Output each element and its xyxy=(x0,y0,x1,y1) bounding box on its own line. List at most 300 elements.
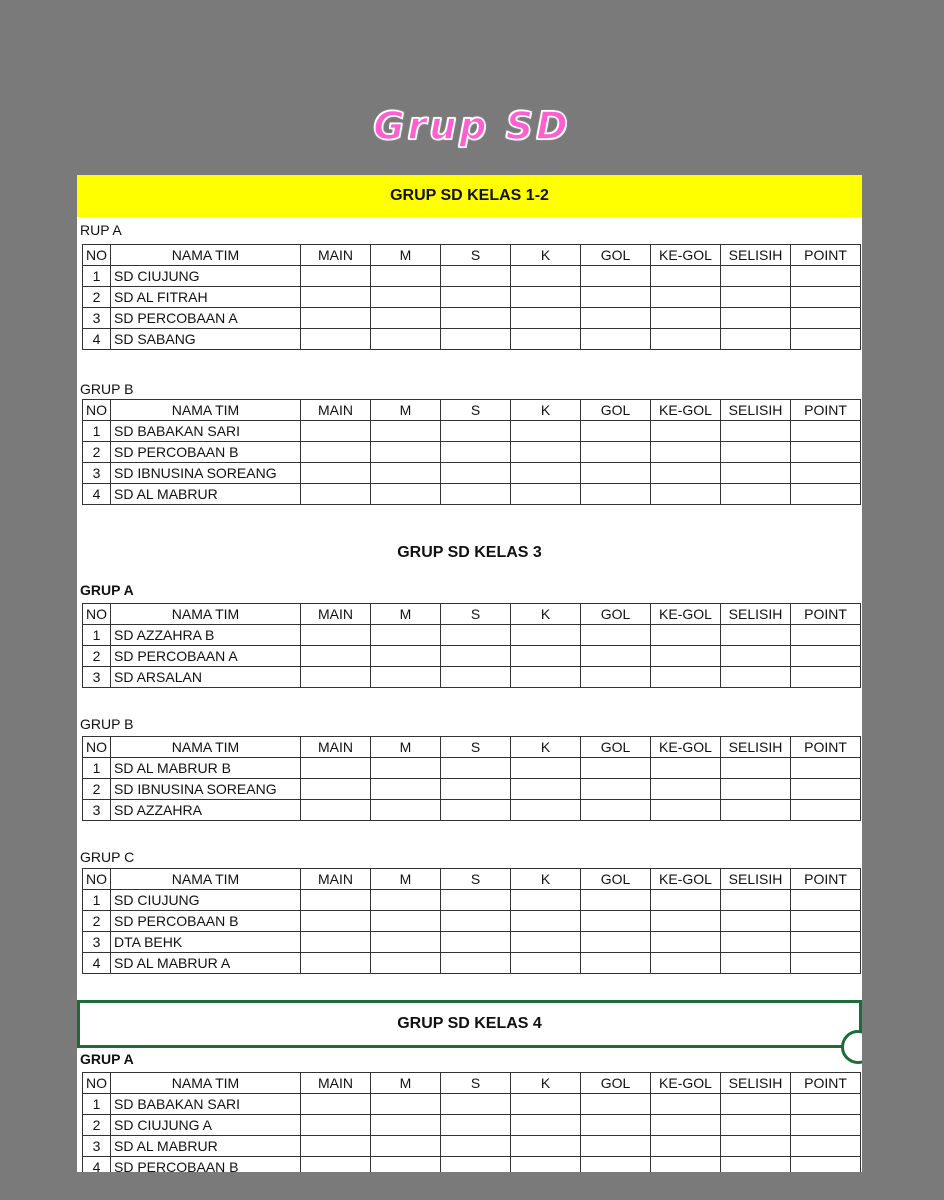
stat-cell[interactable] xyxy=(371,421,441,442)
stat-cell[interactable] xyxy=(791,308,861,329)
column-header[interactable]: K xyxy=(511,400,581,421)
stat-cell[interactable] xyxy=(441,932,511,953)
stat-cell[interactable] xyxy=(511,329,581,350)
column-header[interactable]: KE-GOL xyxy=(651,869,721,890)
team-name-cell[interactable]: SD PERCOBAAN B xyxy=(111,442,301,463)
column-header[interactable]: SELISIH xyxy=(721,400,791,421)
stat-cell[interactable] xyxy=(441,646,511,667)
team-number-cell[interactable]: 2 xyxy=(83,779,111,800)
team-number-cell[interactable]: 3 xyxy=(83,800,111,821)
stat-cell[interactable] xyxy=(651,625,721,646)
stat-cell[interactable] xyxy=(301,890,371,911)
stat-cell[interactable] xyxy=(791,646,861,667)
stat-cell[interactable] xyxy=(791,421,861,442)
stat-cell[interactable] xyxy=(721,484,791,505)
stat-cell[interactable] xyxy=(721,308,791,329)
stat-cell[interactable] xyxy=(511,911,581,932)
stat-cell[interactable] xyxy=(651,667,721,688)
team-name-cell[interactable]: SD BABAKAN SARI xyxy=(111,421,301,442)
stat-cell[interactable] xyxy=(651,484,721,505)
team-name-cell[interactable]: SD AL MABRUR xyxy=(111,1136,301,1157)
stat-cell[interactable] xyxy=(301,1094,371,1115)
column-header[interactable]: GOL xyxy=(581,737,651,758)
stat-cell[interactable] xyxy=(441,1115,511,1136)
team-name-cell[interactable]: SD IBNUSINA SOREANG xyxy=(111,463,301,484)
stat-cell[interactable] xyxy=(721,1136,791,1157)
stat-cell[interactable] xyxy=(651,1094,721,1115)
stat-cell[interactable] xyxy=(511,463,581,484)
stat-cell[interactable] xyxy=(371,308,441,329)
column-header[interactable]: M xyxy=(371,737,441,758)
stat-cell[interactable] xyxy=(581,911,651,932)
stat-cell[interactable] xyxy=(791,1115,861,1136)
stat-cell[interactable] xyxy=(791,953,861,974)
column-header[interactable]: M xyxy=(371,400,441,421)
stat-cell[interactable] xyxy=(721,463,791,484)
stat-cell[interactable] xyxy=(511,266,581,287)
stat-cell[interactable] xyxy=(651,287,721,308)
stat-cell[interactable] xyxy=(511,1115,581,1136)
column-header[interactable]: MAIN xyxy=(301,245,371,266)
table-row xyxy=(83,667,861,688)
stat-cell[interactable] xyxy=(371,287,441,308)
stat-cell[interactable] xyxy=(301,266,371,287)
column-header[interactable]: S xyxy=(441,245,511,266)
stat-cell[interactable] xyxy=(371,266,441,287)
fill-handle[interactable] xyxy=(841,1030,862,1064)
stat-cell[interactable] xyxy=(791,779,861,800)
stat-cell[interactable] xyxy=(651,1157,721,1173)
stat-cell[interactable] xyxy=(651,329,721,350)
team-name-cell[interactable]: SD ARSALAN xyxy=(111,667,301,688)
stat-cell[interactable] xyxy=(511,442,581,463)
table-row xyxy=(83,646,861,667)
team-name-cell[interactable]: SD PERCOBAAN A xyxy=(111,646,301,667)
stat-cell[interactable] xyxy=(301,287,371,308)
team-number-cell[interactable]: 3 xyxy=(83,463,111,484)
stat-cell[interactable] xyxy=(511,667,581,688)
stat-cell[interactable] xyxy=(581,625,651,646)
column-header[interactable]: KE-GOL xyxy=(651,604,721,625)
stat-cell[interactable] xyxy=(721,1115,791,1136)
stat-cell[interactable] xyxy=(721,953,791,974)
team-name-cell[interactable]: SD AL MABRUR xyxy=(111,484,301,505)
stat-cell[interactable] xyxy=(301,463,371,484)
stat-cell[interactable] xyxy=(511,421,581,442)
stat-cell[interactable] xyxy=(581,1115,651,1136)
column-header[interactable]: NO xyxy=(83,245,111,266)
stat-cell[interactable] xyxy=(721,646,791,667)
stat-cell[interactable] xyxy=(581,646,651,667)
team-number-cell[interactable]: 1 xyxy=(83,625,111,646)
stat-cell[interactable] xyxy=(371,625,441,646)
team-number-cell[interactable]: 4 xyxy=(83,329,111,350)
section-heading-kelas-1-2[interactable]: GRUP SD KELAS 1-2 xyxy=(77,175,862,217)
standings-table[interactable] xyxy=(82,603,861,688)
team-name-cell[interactable]: SD CIUJUNG A xyxy=(111,1115,301,1136)
column-header[interactable]: KE-GOL xyxy=(651,400,721,421)
stat-cell[interactable] xyxy=(791,758,861,779)
stat-cell[interactable] xyxy=(511,287,581,308)
team-name-cell[interactable]: SD CIUJUNG xyxy=(111,266,301,287)
team-number-cell[interactable]: 1 xyxy=(83,890,111,911)
stat-cell[interactable] xyxy=(511,890,581,911)
stat-cell[interactable] xyxy=(511,1136,581,1157)
team-name-cell[interactable]: SD SABANG xyxy=(111,329,301,350)
stat-cell[interactable] xyxy=(511,308,581,329)
stat-cell[interactable] xyxy=(301,329,371,350)
standings-table[interactable] xyxy=(82,736,861,821)
stat-cell[interactable] xyxy=(651,932,721,953)
column-header[interactable]: SELISIH xyxy=(721,245,791,266)
stat-cell[interactable] xyxy=(581,779,651,800)
stat-cell[interactable] xyxy=(511,625,581,646)
section-heading-kelas-3[interactable]: GRUP SD KELAS 3 xyxy=(397,544,542,561)
standings-table[interactable] xyxy=(82,868,861,974)
stat-cell[interactable] xyxy=(651,1115,721,1136)
stat-cell[interactable] xyxy=(651,421,721,442)
stat-cell[interactable] xyxy=(581,1157,651,1173)
stat-cell[interactable] xyxy=(791,287,861,308)
team-number-cell[interactable]: 2 xyxy=(83,646,111,667)
stat-cell[interactable] xyxy=(301,442,371,463)
column-header[interactable]: NAMA TIM xyxy=(111,869,301,890)
stat-cell[interactable] xyxy=(301,800,371,821)
stat-cell[interactable] xyxy=(371,1094,441,1115)
team-number-cell[interactable]: 1 xyxy=(83,1094,111,1115)
stat-cell[interactable] xyxy=(371,329,441,350)
table-row xyxy=(83,953,861,974)
column-header[interactable]: NO xyxy=(83,869,111,890)
team-name-cell[interactable]: SD PERCOBAAN A xyxy=(111,308,301,329)
stat-cell[interactable] xyxy=(581,266,651,287)
team-number-cell[interactable]: 4 xyxy=(83,484,111,505)
stat-cell[interactable] xyxy=(791,625,861,646)
stat-cell[interactable] xyxy=(511,484,581,505)
column-header[interactable]: GOL xyxy=(581,245,651,266)
stat-cell[interactable] xyxy=(371,667,441,688)
table-row xyxy=(83,463,861,484)
stat-cell[interactable] xyxy=(301,1136,371,1157)
stat-cell[interactable] xyxy=(511,800,581,821)
stat-cell[interactable] xyxy=(441,890,511,911)
team-number-cell[interactable]: 1 xyxy=(83,266,111,287)
stat-cell[interactable] xyxy=(441,953,511,974)
stat-cell[interactable] xyxy=(651,1136,721,1157)
stat-cell[interactable] xyxy=(791,266,861,287)
column-header[interactable]: NO xyxy=(83,1073,111,1094)
stat-cell[interactable] xyxy=(441,484,511,505)
column-header[interactable]: POINT xyxy=(791,869,861,890)
team-name-cell[interactable]: SD CIUJUNG xyxy=(111,890,301,911)
team-name-cell[interactable]: SD PERCOBAAN B xyxy=(111,911,301,932)
stat-cell[interactable] xyxy=(371,932,441,953)
team-number-cell[interactable]: 1 xyxy=(83,421,111,442)
stat-cell[interactable] xyxy=(581,953,651,974)
stat-cell[interactable] xyxy=(581,421,651,442)
stat-cell[interactable] xyxy=(721,329,791,350)
team-number-cell[interactable]: 3 xyxy=(83,667,111,688)
column-header[interactable]: MAIN xyxy=(301,737,371,758)
stat-cell[interactable] xyxy=(651,911,721,932)
stat-cell[interactable] xyxy=(651,442,721,463)
stat-cell[interactable] xyxy=(301,911,371,932)
stat-cell[interactable] xyxy=(371,953,441,974)
column-header[interactable]: SELISIH xyxy=(721,737,791,758)
column-header[interactable]: POINT xyxy=(791,737,861,758)
column-header[interactable]: S xyxy=(441,604,511,625)
stat-cell[interactable] xyxy=(511,932,581,953)
column-header[interactable]: K xyxy=(511,604,581,625)
stat-cell[interactable] xyxy=(511,1157,581,1173)
stat-cell[interactable] xyxy=(581,442,651,463)
stat-cell[interactable] xyxy=(791,667,861,688)
stat-cell[interactable] xyxy=(791,1136,861,1157)
column-header[interactable]: K xyxy=(511,869,581,890)
column-header[interactable]: MAIN xyxy=(301,869,371,890)
stat-cell[interactable] xyxy=(581,484,651,505)
stat-cell[interactable] xyxy=(581,932,651,953)
column-header[interactable]: K xyxy=(511,737,581,758)
column-header[interactable]: GOL xyxy=(581,869,651,890)
table-row xyxy=(83,758,861,779)
stat-cell[interactable] xyxy=(371,1115,441,1136)
stat-cell[interactable] xyxy=(791,1094,861,1115)
stat-cell[interactable] xyxy=(441,442,511,463)
team-number-cell[interactable]: 4 xyxy=(83,953,111,974)
team-number-cell[interactable]: 3 xyxy=(83,932,111,953)
column-header[interactable]: POINT xyxy=(791,604,861,625)
column-header[interactable]: M xyxy=(371,604,441,625)
stat-cell[interactable] xyxy=(721,1157,791,1173)
stat-cell[interactable] xyxy=(511,1094,581,1115)
stat-cell[interactable] xyxy=(511,758,581,779)
stat-cell[interactable] xyxy=(441,1136,511,1157)
stat-cell[interactable] xyxy=(441,758,511,779)
column-header[interactable]: GOL xyxy=(581,1073,651,1094)
stat-cell[interactable] xyxy=(581,800,651,821)
stat-cell[interactable] xyxy=(581,287,651,308)
column-header[interactable]: M xyxy=(371,1073,441,1094)
stat-cell[interactable] xyxy=(441,463,511,484)
stat-cell[interactable] xyxy=(371,800,441,821)
stat-cell[interactable] xyxy=(301,758,371,779)
team-number-cell[interactable]: 2 xyxy=(83,442,111,463)
stat-cell[interactable] xyxy=(791,484,861,505)
column-header[interactable]: POINT xyxy=(791,1073,861,1094)
stat-cell[interactable] xyxy=(791,442,861,463)
stat-cell[interactable] xyxy=(441,266,511,287)
stat-cell[interactable] xyxy=(301,1115,371,1136)
stat-cell[interactable] xyxy=(721,667,791,688)
stat-cell[interactable] xyxy=(371,779,441,800)
column-header[interactable]: NO xyxy=(83,737,111,758)
stat-cell[interactable] xyxy=(301,625,371,646)
stat-cell[interactable] xyxy=(581,1136,651,1157)
stat-cell[interactable] xyxy=(371,758,441,779)
team-name-cell[interactable]: DTA BEHK xyxy=(111,932,301,953)
stat-cell[interactable] xyxy=(441,421,511,442)
team-name-cell[interactable]: SD AL MABRUR A xyxy=(111,953,301,974)
column-header[interactable]: NO xyxy=(83,604,111,625)
stat-cell[interactable] xyxy=(721,932,791,953)
stat-cell[interactable] xyxy=(301,646,371,667)
team-number-cell[interactable]: 2 xyxy=(83,1115,111,1136)
stat-cell[interactable] xyxy=(721,421,791,442)
stat-cell[interactable] xyxy=(651,308,721,329)
stat-cell[interactable] xyxy=(791,329,861,350)
stat-cell[interactable] xyxy=(441,308,511,329)
stat-cell[interactable] xyxy=(441,1157,511,1173)
team-number-cell[interactable]: 3 xyxy=(83,308,111,329)
stat-cell[interactable] xyxy=(371,1136,441,1157)
stat-cell[interactable] xyxy=(651,779,721,800)
column-header[interactable]: M xyxy=(371,245,441,266)
team-name-cell[interactable]: SD BABAKAN SARI xyxy=(111,1094,301,1115)
stat-cell[interactable] xyxy=(371,1157,441,1173)
stat-cell[interactable] xyxy=(651,890,721,911)
stat-cell[interactable] xyxy=(651,953,721,974)
column-header[interactable]: NAMA TIM xyxy=(111,737,301,758)
stat-cell[interactable] xyxy=(791,1157,861,1173)
team-name-cell[interactable]: SD AZZAHRA xyxy=(111,800,301,821)
column-header[interactable]: S xyxy=(441,869,511,890)
stat-cell[interactable] xyxy=(441,800,511,821)
column-header[interactable]: S xyxy=(441,400,511,421)
stat-cell[interactable] xyxy=(511,953,581,974)
stat-cell[interactable] xyxy=(721,890,791,911)
column-header[interactable]: MAIN xyxy=(301,604,371,625)
column-header[interactable]: NO xyxy=(83,400,111,421)
stat-cell[interactable] xyxy=(721,625,791,646)
stat-cell[interactable] xyxy=(791,800,861,821)
column-header[interactable]: KE-GOL xyxy=(651,1073,721,1094)
stat-cell[interactable] xyxy=(581,463,651,484)
section-heading-kelas-4[interactable]: GRUP SD KELAS 4 xyxy=(77,1000,862,1048)
column-header[interactable]: GOL xyxy=(581,604,651,625)
stat-cell[interactable] xyxy=(721,287,791,308)
stat-cell[interactable] xyxy=(651,646,721,667)
stat-cell[interactable] xyxy=(441,329,511,350)
column-header[interactable]: K xyxy=(511,1073,581,1094)
group-label: GRUP B xyxy=(80,716,134,732)
stat-cell[interactable] xyxy=(441,1094,511,1115)
stat-cell[interactable] xyxy=(371,484,441,505)
stat-cell[interactable] xyxy=(651,800,721,821)
column-header[interactable]: SELISIH xyxy=(721,604,791,625)
team-name-cell[interactable]: SD IBNUSINA SOREANG xyxy=(111,779,301,800)
stat-cell[interactable] xyxy=(581,308,651,329)
stat-cell[interactable] xyxy=(301,667,371,688)
team-name-cell[interactable]: SD AL FITRAH xyxy=(111,287,301,308)
stat-cell[interactable] xyxy=(371,646,441,667)
stat-cell[interactable] xyxy=(371,463,441,484)
column-header[interactable]: NAMA TIM xyxy=(111,245,301,266)
column-header[interactable]: S xyxy=(441,737,511,758)
stat-cell[interactable] xyxy=(301,421,371,442)
stat-cell[interactable] xyxy=(441,667,511,688)
team-number-cell[interactable]: 2 xyxy=(83,287,111,308)
stat-cell[interactable] xyxy=(441,625,511,646)
stat-cell[interactable] xyxy=(791,911,861,932)
stat-cell[interactable] xyxy=(721,1094,791,1115)
stat-cell[interactable] xyxy=(721,442,791,463)
stat-cell[interactable] xyxy=(581,890,651,911)
column-header[interactable]: NAMA TIM xyxy=(111,604,301,625)
standings-table[interactable] xyxy=(82,244,861,350)
stat-cell[interactable] xyxy=(791,932,861,953)
spreadsheet-sheet[interactable] xyxy=(77,175,862,1172)
stat-cell[interactable] xyxy=(791,463,861,484)
stat-cell[interactable] xyxy=(651,758,721,779)
stat-cell[interactable] xyxy=(581,667,651,688)
column-header[interactable]: SELISIH xyxy=(721,869,791,890)
stat-cell[interactable] xyxy=(301,1157,371,1173)
column-header[interactable]: M xyxy=(371,869,441,890)
column-header[interactable]: MAIN xyxy=(301,400,371,421)
stat-cell[interactable] xyxy=(721,758,791,779)
column-header[interactable]: GOL xyxy=(581,400,651,421)
stat-cell[interactable] xyxy=(721,779,791,800)
team-number-cell[interactable]: 1 xyxy=(83,758,111,779)
standings-table[interactable] xyxy=(82,399,861,505)
stat-cell[interactable] xyxy=(651,266,721,287)
stat-cell[interactable] xyxy=(301,932,371,953)
column-header[interactable]: MAIN xyxy=(301,1073,371,1094)
stat-cell[interactable] xyxy=(371,442,441,463)
stat-cell[interactable] xyxy=(301,308,371,329)
column-header[interactable]: S xyxy=(441,1073,511,1094)
team-number-cell[interactable]: 3 xyxy=(83,1136,111,1157)
team-number-cell[interactable]: 4 xyxy=(83,1157,111,1173)
stat-cell[interactable] xyxy=(301,484,371,505)
stat-cell[interactable] xyxy=(721,800,791,821)
stat-cell[interactable] xyxy=(441,779,511,800)
team-number-cell[interactable]: 2 xyxy=(83,911,111,932)
stat-cell[interactable] xyxy=(651,463,721,484)
team-name-cell[interactable]: SD AL MABRUR B xyxy=(111,758,301,779)
standings-table[interactable] xyxy=(82,1072,861,1172)
table-row xyxy=(83,625,861,646)
stat-cell[interactable] xyxy=(511,779,581,800)
stat-cell[interactable] xyxy=(791,890,861,911)
column-header[interactable]: K xyxy=(511,245,581,266)
team-name-cell[interactable]: SD AZZAHRA B xyxy=(111,625,301,646)
stat-cell[interactable] xyxy=(301,779,371,800)
group-label: GRUP A xyxy=(80,582,134,598)
stat-cell[interactable] xyxy=(721,266,791,287)
stat-cell[interactable] xyxy=(441,911,511,932)
column-header[interactable]: SELISIH xyxy=(721,1073,791,1094)
stat-cell[interactable] xyxy=(301,953,371,974)
stat-cell[interactable] xyxy=(441,287,511,308)
column-header[interactable]: POINT xyxy=(791,400,861,421)
column-header[interactable]: POINT xyxy=(791,245,861,266)
stat-cell[interactable] xyxy=(371,911,441,932)
table-header-row xyxy=(83,737,861,758)
column-header[interactable]: KE-GOL xyxy=(651,737,721,758)
stat-cell[interactable] xyxy=(581,329,651,350)
stat-cell[interactable] xyxy=(511,646,581,667)
team-name-cell[interactable]: SD PERCOBAAN B xyxy=(111,1157,301,1173)
column-header[interactable]: NAMA TIM xyxy=(111,400,301,421)
stat-cell[interactable] xyxy=(581,758,651,779)
stat-cell[interactable] xyxy=(581,1094,651,1115)
column-header[interactable]: KE-GOL xyxy=(651,245,721,266)
stat-cell[interactable] xyxy=(721,911,791,932)
column-header[interactable]: NAMA TIM xyxy=(111,1073,301,1094)
stat-cell[interactable] xyxy=(371,890,441,911)
